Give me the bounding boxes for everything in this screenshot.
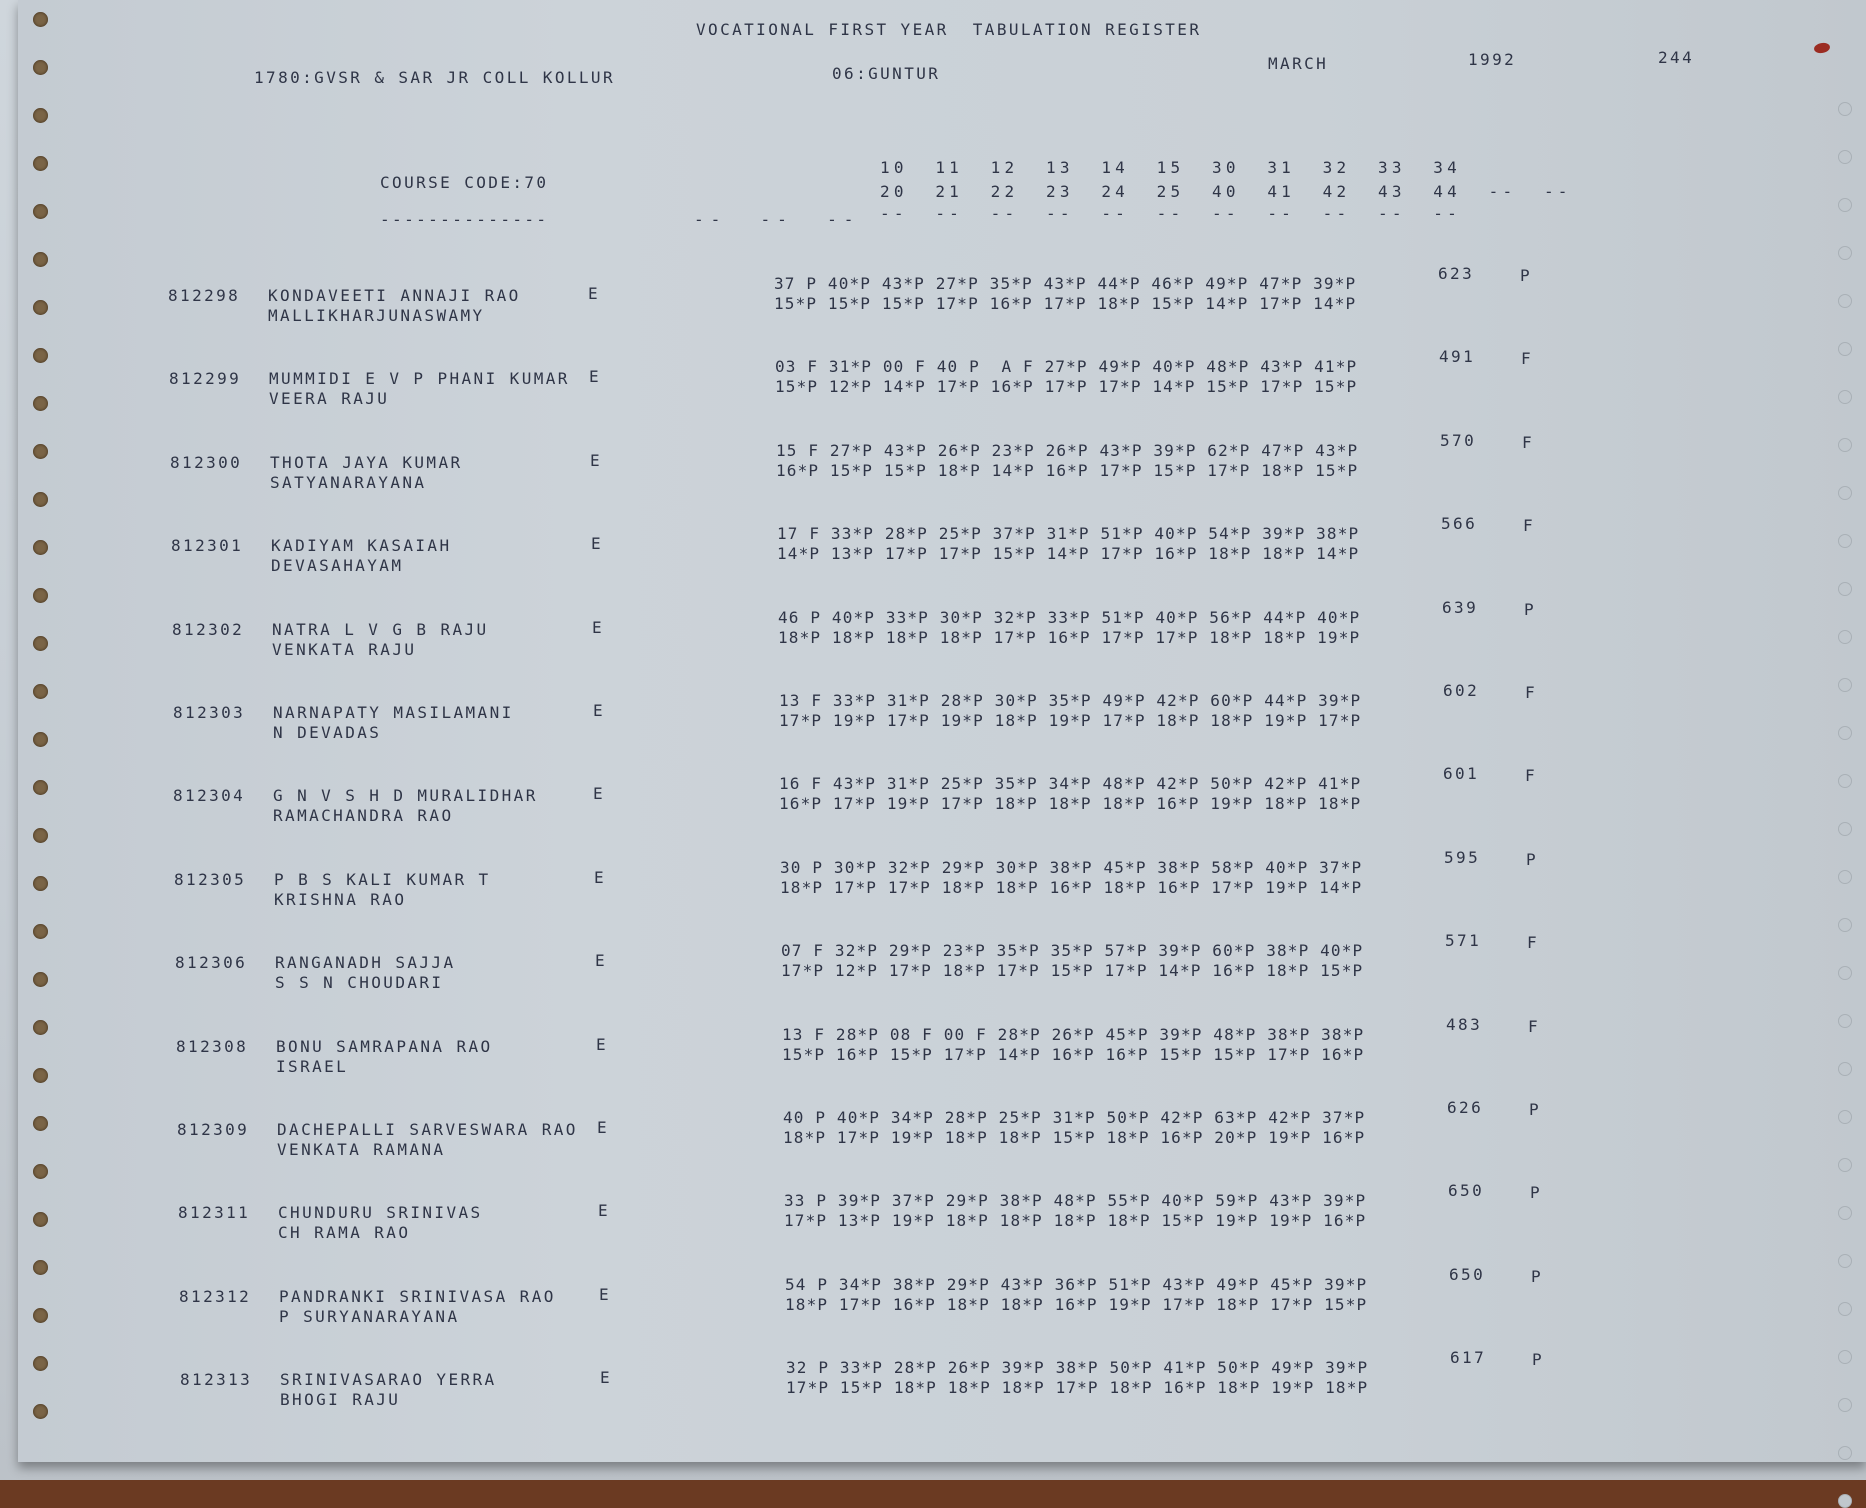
feed-hole [33,1068,48,1083]
total-marks: 602 [1443,681,1480,700]
total-marks: 601 [1443,764,1480,783]
result-status: F [1523,516,1536,535]
parent-name: CH RAMA RAO [278,1223,411,1242]
feed-hole [1838,246,1852,260]
feed-hole [33,12,48,27]
roll-number: 812309 [177,1120,250,1139]
total-marks: 571 [1445,931,1482,950]
marks-row2: 15*P 15*P 15*P 17*P 16*P 17*P 18*P 15*P 14*P 17*P 14*P [774,294,1357,313]
marks-row1: 33 P 39*P 37*P 29*P 38*P 48*P 55*P 40*P 59*P 43*P 39*P [784,1191,1367,1210]
feed-hole [33,876,48,891]
total-marks: 626 [1447,1098,1484,1117]
marks-row2: 18*P 18*P 18*P 18*P 17*P 16*P 17*P 17*P 18*P 18*P 19*P [778,628,1361,647]
marks-row1: 07 F 32*P 29*P 23*P 35*P 35*P 57*P 39*P 60*P 38*P 40*P [781,941,1364,960]
feed-hole [1838,1014,1852,1028]
parent-name: KRISHNA RAO [274,890,407,909]
student-name: RANGANADH SAJJA [275,953,456,972]
tabulation-sheet [18,0,1866,1462]
parent-name: VEERA RAJU [269,389,390,408]
student-record [180,1348,1866,1430]
student-name: P B S KALI KUMAR T [274,870,491,889]
total-marks: 650 [1449,1265,1486,1284]
medium-code: E [593,701,606,720]
marks-row1: 40 P 40*P 34*P 28*P 25*P 31*P 50*P 42*P 63*P 42*P 37*P [783,1108,1366,1127]
result-status: F [1525,766,1538,785]
total-marks: 617 [1450,1348,1487,1367]
course-code: COURSE CODE:70 [380,173,549,192]
marks-row2: 18*P 17*P 19*P 18*P 18*P 15*P 18*P 16*P 20*P 19*P 16*P [783,1128,1366,1147]
parent-name: RAMACHANDRA RAO [273,806,454,825]
student-record [173,764,1866,846]
page-number: 244 [1658,48,1695,67]
total-marks: 570 [1440,431,1477,450]
parent-name: N DEVADAS [273,723,382,742]
result-status: P [1524,600,1537,619]
parent-name: P SURYANARAYANA [279,1307,460,1326]
marks-row1: 03 F 31*P 00 F 40 P A F 27*P 49*P 40*P 48*P 43*P 41*P [775,357,1358,376]
roll-number: 812301 [171,536,244,555]
medium-code: E [599,1285,612,1304]
marks-row2: 17*P 15*P 18*P 18*P 18*P 17*P 18*P 16*P 18*P 19*P 18*P [786,1378,1369,1397]
student-record [176,1015,1866,1097]
student-name: NATRA L V G B RAJU [272,620,489,639]
feed-hole [1838,678,1852,692]
student-name: BONU SAMRAPANA RAO [276,1037,493,1056]
student-name: PANDRANKI SRINIVASA RAO [279,1287,556,1306]
roll-number: 812305 [174,870,247,889]
student-record [174,848,1866,930]
marks-row1: 17 F 33*P 28*P 25*P 37*P 31*P 51*P 40*P 54*P 39*P 38*P [777,524,1360,543]
student-record [178,1181,1866,1263]
result-status: P [1526,850,1539,869]
result-status: F [1522,433,1535,452]
feed-hole [33,1164,48,1179]
result-status: P [1520,266,1533,285]
student-name: DACHEPALLI SARVESWARA RAO [277,1120,578,1139]
student-record [173,681,1866,763]
marks-row2: 18*P 17*P 16*P 18*P 18*P 16*P 19*P 17*P 18*P 17*P 15*P [785,1295,1368,1314]
student-record [175,931,1866,1013]
result-status: F [1527,933,1540,952]
marks-row1: 15 F 27*P 43*P 26*P 23*P 26*P 43*P 39*P 62*P 47*P 43*P [776,441,1359,460]
feed-hole [1838,438,1852,452]
marks-row1: 13 F 28*P 08 F 00 F 28*P 26*P 45*P 39*P 48*P 38*P 38*P [782,1025,1365,1044]
feed-hole [1838,150,1852,164]
roll-number: 812300 [170,453,243,472]
marks-row1: 16 F 43*P 31*P 25*P 35*P 34*P 48*P 42*P 50*P 42*P 41*P [779,774,1362,793]
medium-code: E [590,451,603,470]
result-status: F [1528,1017,1541,1036]
feed-hole [33,1260,48,1275]
total-marks: 595 [1444,848,1481,867]
marks-row2: 14*P 13*P 17*P 17*P 15*P 14*P 17*P 16*P 18*P 18*P 14*P [777,544,1360,563]
student-record [179,1265,1866,1347]
medium-code: E [596,1035,609,1054]
feed-hole [33,1404,48,1419]
marks-row1: 13 F 33*P 31*P 28*P 30*P 35*P 49*P 42*P 60*P 44*P 39*P [779,691,1362,710]
medium-code: E [595,951,608,970]
total-marks: 483 [1446,1015,1483,1034]
roll-number: 812308 [176,1037,249,1056]
medium-code: E [591,534,604,553]
result-status: P [1532,1350,1545,1369]
feed-hole [33,1356,48,1371]
exam-month: MARCH [1268,54,1329,73]
roll-number: 812304 [173,786,246,805]
student-record [169,347,1866,429]
roll-number: 812299 [169,369,242,388]
feed-hole [33,684,48,699]
feed-hole [33,252,48,267]
marks-row2: 17*P 13*P 19*P 18*P 18*P 18*P 18*P 15*P 19*P 19*P 16*P [784,1211,1367,1230]
subject-codes-row1: 10 11 12 13 14 15 30 31 32 33 34 [880,158,1461,177]
feed-hole [33,204,48,219]
red-ink-mark [1813,42,1830,55]
district-name: 06:GUNTUR [832,64,941,83]
total-marks: 623 [1438,264,1475,283]
total-marks: 650 [1448,1181,1485,1200]
student-record [168,264,1866,346]
result-status: P [1531,1267,1544,1286]
feed-hole [33,588,48,603]
parent-name: SATYANARAYANA [270,473,427,492]
register-title: VOCATIONAL FIRST YEAR TABULATION REGISTER [696,20,1202,39]
result-status: P [1530,1183,1543,1202]
medium-code: E [593,784,606,803]
student-name: CHUNDURU SRINIVAS [278,1203,483,1222]
roll-number: 812313 [180,1370,253,1389]
marks-row2: 17*P 12*P 17*P 18*P 17*P 15*P 17*P 14*P 16*P 18*P 15*P [781,961,1364,980]
marks-row1: 32 P 33*P 28*P 26*P 39*P 38*P 50*P 41*P 50*P 49*P 39*P [786,1358,1369,1377]
roll-number: 812298 [168,286,241,305]
student-name: THOTA JAYA KUMAR [270,453,463,472]
medium-code: E [589,367,602,386]
student-record [171,514,1866,596]
feed-hole [1838,198,1852,212]
feed-hole [33,540,48,555]
marks-row2: 15*P 16*P 15*P 17*P 14*P 16*P 16*P 15*P 15*P 17*P 16*P [782,1045,1365,1064]
student-record [177,1098,1866,1180]
feed-hole [33,300,48,315]
feed-hole [33,1308,48,1323]
feed-hole [33,108,48,123]
roll-number: 812306 [175,953,248,972]
roll-number: 812312 [179,1287,252,1306]
feed-hole [33,348,48,363]
feed-hole [1838,1494,1852,1508]
medium-code: E [597,1118,610,1137]
feed-hole [33,636,48,651]
student-name: SRINIVASARAO YERRA [280,1370,497,1389]
total-marks: 491 [1439,347,1476,366]
roll-number: 812311 [178,1203,251,1222]
total-marks: 639 [1442,598,1479,617]
course-code-underline: -------------- [380,210,549,229]
feed-hole [33,828,48,843]
feed-hole [1838,1350,1852,1364]
roll-number: 812303 [173,703,246,722]
result-status: F [1521,349,1534,368]
marks-row1: 30 P 30*P 32*P 29*P 30*P 38*P 45*P 38*P 58*P 40*P 37*P [780,858,1363,877]
student-record [172,598,1866,680]
result-status: P [1529,1100,1542,1119]
parent-name: S S N CHOUDARI [275,973,444,992]
student-name: KONDAVEETI ANNAJI RAO [268,286,521,305]
feed-hole [33,1116,48,1131]
marks-row2: 16*P 17*P 19*P 17*P 18*P 18*P 18*P 16*P 19*P 18*P 18*P [779,794,1362,813]
feed-hole [33,156,48,171]
parent-name: ISRAEL [276,1057,349,1076]
marks-row1: 46 P 40*P 33*P 30*P 32*P 33*P 51*P 40*P 56*P 44*P 40*P [778,608,1361,627]
parent-name: VENKATA RAMANA [277,1140,446,1159]
feed-hole [33,1212,48,1227]
marks-row2: 16*P 15*P 15*P 18*P 14*P 16*P 17*P 15*P 17*P 18*P 15*P [776,461,1359,480]
feed-hole [1838,102,1852,116]
medium-code: E [600,1368,613,1387]
marks-row2: 15*P 12*P 14*P 17*P 16*P 17*P 17*P 14*P 15*P 17*P 15*P [775,377,1358,396]
feed-hole [33,1020,48,1035]
medium-code: E [598,1201,611,1220]
total-marks: 566 [1441,514,1478,533]
marks-row1: 37 P 40*P 43*P 27*P 35*P 43*P 44*P 46*P 49*P 47*P 39*P [774,274,1357,293]
exam-year: 1992 [1468,50,1517,69]
feed-hole [33,444,48,459]
feed-hole [33,924,48,939]
feed-hole [33,396,48,411]
feed-hole [1838,1446,1852,1460]
medium-code: E [594,868,607,887]
medium-code: E [592,618,605,637]
college-name: 1780:GVSR & SAR JR COLL KOLLUR [254,68,615,87]
medium-code: E [588,284,601,303]
student-name: G N V S H D MURALIDHAR [273,786,538,805]
parent-name: DEVASAHAYAM [271,556,404,575]
subject-code-dashes: -- -- -- -- -- -- -- -- -- -- -- [880,204,1461,223]
roll-number: 812302 [172,620,245,639]
parent-name: BHOGI RAJU [280,1390,401,1409]
feed-hole [33,60,48,75]
feed-hole [33,492,48,507]
blank-columns: -- -- -- [694,210,861,229]
parent-name: MALLIKHARJUNASWAMY [268,306,485,325]
feed-hole [33,972,48,987]
student-name: KADIYAM KASAIAH [271,536,452,555]
marks-row2: 18*P 17*P 17*P 18*P 18*P 16*P 18*P 16*P 17*P 19*P 14*P [780,878,1363,897]
subject-codes-row2: 20 21 22 23 24 25 40 41 42 43 44 -- -- [880,182,1572,201]
parent-name: VENKATA RAJU [272,640,417,659]
student-record [170,431,1866,513]
result-status: F [1525,683,1538,702]
marks-row1: 54 P 34*P 38*P 29*P 43*P 36*P 51*P 43*P 49*P 45*P 39*P [785,1275,1368,1294]
student-name: NARNAPATY MASILAMANI [273,703,514,722]
feed-hole [33,780,48,795]
student-name: MUMMIDI E V P PHANI KUMAR [269,369,570,388]
marks-row2: 17*P 19*P 17*P 19*P 18*P 19*P 17*P 18*P 18*P 19*P 17*P [779,711,1362,730]
feed-hole [33,732,48,747]
